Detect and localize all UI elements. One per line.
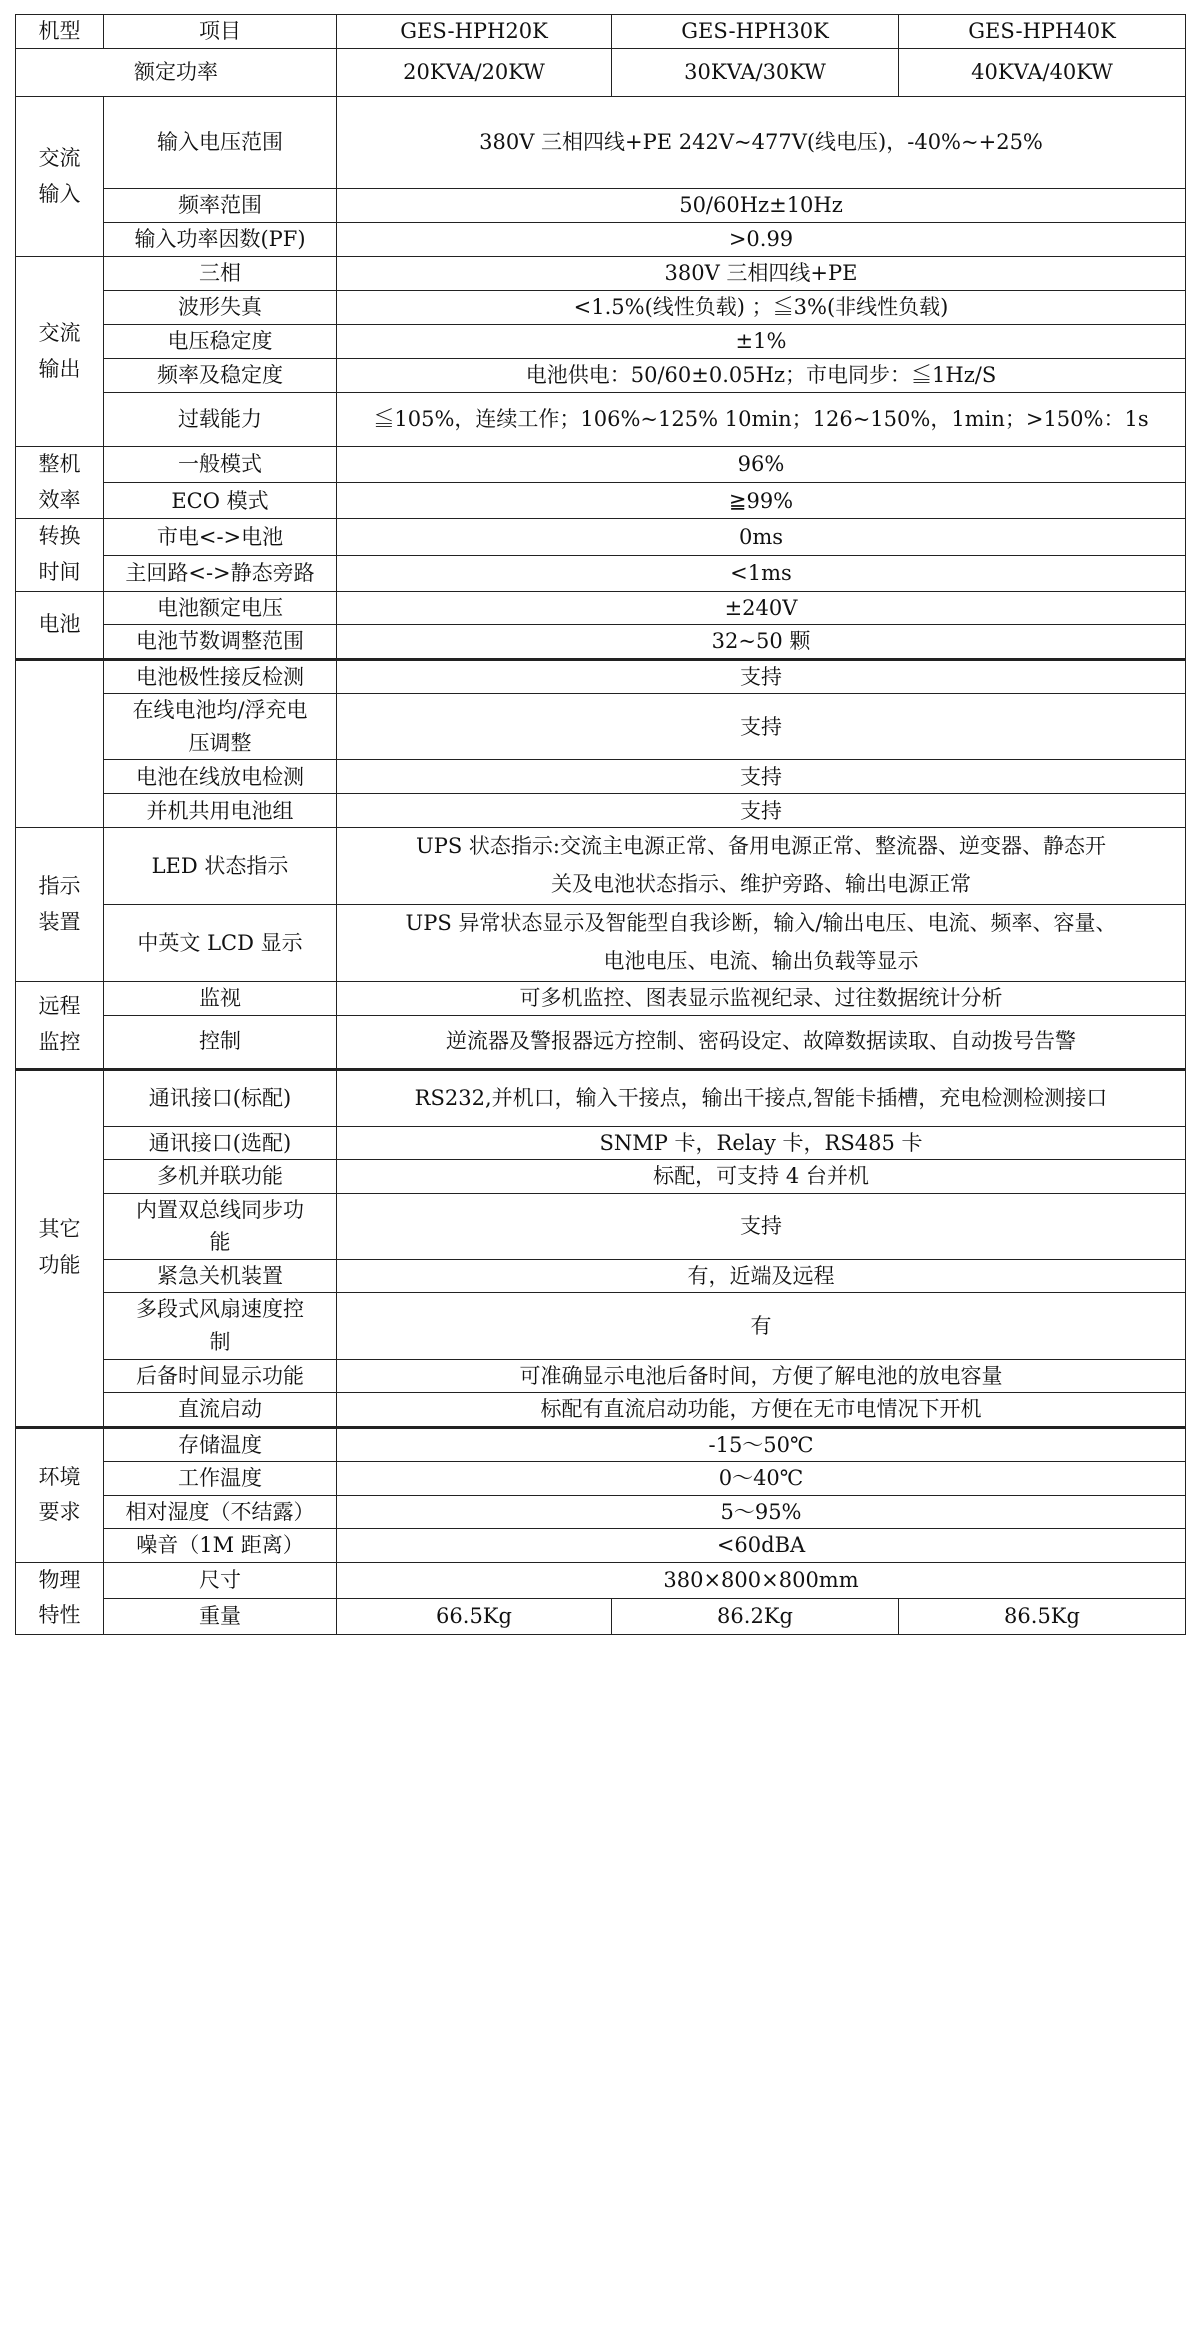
comm-std-label: 通讯接口(标配) xyxy=(104,1069,337,1126)
table-row xyxy=(16,189,1186,223)
storage-temp-label: 存储温度 xyxy=(104,1427,337,1462)
fan-label: 多段式风扇速度控 制 xyxy=(104,1293,337,1359)
eco-mode-value: ≧99% xyxy=(337,483,1186,519)
eco-mode-label: ECO 模式 xyxy=(104,483,337,519)
weight-20k: 66.5Kg xyxy=(337,1598,612,1634)
header-item-label: 项目 xyxy=(104,15,337,49)
rated-power-20k: 20KVA/20KW xyxy=(337,49,612,97)
header-row xyxy=(16,15,1186,49)
table-row xyxy=(16,694,1186,760)
distortion-value: <1.5%(线性负载) ；≦3%(非线性负载) xyxy=(337,291,1186,325)
table-row xyxy=(16,1562,1186,1598)
battery-count-value: 32~50 颗 xyxy=(337,625,1186,660)
humidity-label: 相对湿度（不结露） xyxy=(104,1495,337,1529)
table-row xyxy=(16,483,1186,519)
group-ac-output: 交流 输出 xyxy=(16,257,104,447)
header-model-label: 机型 xyxy=(16,15,104,49)
emergency-value: 有，近端及远程 xyxy=(337,1259,1186,1293)
rated-power-label: 额定功率 xyxy=(16,49,337,97)
table-row xyxy=(16,325,1186,359)
table-row xyxy=(16,760,1186,794)
led-value: UPS 状态指示:交流主电源正常、备用电源正常、整流器、逆变器、静态开 关及电池状态指示、维护旁路、输出电源正常 xyxy=(337,828,1186,905)
comm-opt-label: 通讯接口(选配) xyxy=(104,1126,337,1160)
group-ac-input: 交流 输入 xyxy=(16,97,104,257)
battery-voltage-value: ±240V xyxy=(337,591,1186,625)
table-row xyxy=(16,828,1186,905)
weight-label: 重量 xyxy=(104,1598,337,1634)
table-row xyxy=(16,1427,1186,1462)
table-row xyxy=(16,1495,1186,1529)
comm-std-value: RS232,并机口，输入干接点，输出干接点,智能卡插槽，充电检测检测接口 xyxy=(337,1069,1186,1126)
table-row xyxy=(16,1529,1186,1563)
control-value: 逆流器及警报器远方控制、密码设定、故障数据读取、自动拨号告警 xyxy=(337,1015,1186,1069)
dc-start-label: 直流启动 xyxy=(104,1393,337,1428)
freq-range-value: 50/60Hz±10Hz xyxy=(337,189,1186,223)
table-row xyxy=(16,625,1186,660)
table-row xyxy=(16,1160,1186,1194)
three-phase-label: 三相 xyxy=(104,257,337,291)
discharge-test-value: 支持 xyxy=(337,760,1186,794)
normal-mode-label: 一般模式 xyxy=(104,447,337,483)
group-environment: 环境 要求 xyxy=(16,1427,104,1562)
dual-bus-label: 内置双总线同步功 能 xyxy=(104,1193,337,1259)
monitor-label: 监视 xyxy=(104,981,337,1015)
fan-value: 有 xyxy=(337,1293,1186,1359)
polarity-value: 支持 xyxy=(337,659,1186,694)
table-row xyxy=(16,519,1186,555)
parallel-value: 标配，可支持 4 台并机 xyxy=(337,1160,1186,1194)
parallel-label: 多机并联功能 xyxy=(104,1160,337,1194)
emergency-label: 紧急关机装置 xyxy=(104,1259,337,1293)
input-voltage-value: 380V 三相四线+PE 242V~477V(线电压)，-40%~+25% xyxy=(337,97,1186,189)
freq-stability-value: 电池供电：50/60±0.05Hz；市电同步：≦1Hz/S xyxy=(337,359,1186,393)
table-row xyxy=(16,1598,1186,1634)
control-label: 控制 xyxy=(104,1015,337,1069)
lcd-value: UPS 异常状态显示及智能型自我诊断，输入/输出电压、电流、频率、容量、 电池电压、电流、输出负载等显示 xyxy=(337,905,1186,982)
group-battery: 电池 xyxy=(16,591,104,659)
table-row xyxy=(16,1462,1186,1496)
group-battery-features xyxy=(16,659,104,828)
group-physical: 物理 特性 xyxy=(16,1562,104,1634)
table-row xyxy=(16,393,1186,447)
discharge-test-label: 电池在线放电检测 xyxy=(104,760,337,794)
shared-battery-value: 支持 xyxy=(337,794,1186,828)
lcd-label: 中英文 LCD 显示 xyxy=(104,905,337,982)
table-row xyxy=(16,981,1186,1015)
input-pf-value: >0.99 xyxy=(337,223,1186,257)
table-row xyxy=(16,1359,1186,1393)
battery-voltage-label: 电池额定电压 xyxy=(104,591,337,625)
normal-mode-value: 96% xyxy=(337,447,1186,483)
size-label: 尺寸 xyxy=(104,1562,337,1598)
humidity-value: 5～95% xyxy=(337,1495,1186,1529)
input-pf-label: 输入功率因数(PF) xyxy=(104,223,337,257)
table-row xyxy=(16,1393,1186,1428)
table-row xyxy=(16,97,1186,189)
rated-power-row xyxy=(16,49,1186,97)
mains-battery-value: 0ms xyxy=(337,519,1186,555)
header-model-20k: GES-HPH20K xyxy=(337,15,612,49)
group-transfer-time: 转换 时间 xyxy=(16,519,104,591)
monitor-value: 可多机监控、图表显示监视纪录、过往数据统计分析 xyxy=(337,981,1186,1015)
backup-time-value: 可准确显示电池后备时间，方便了解电池的放电容量 xyxy=(337,1359,1186,1393)
backup-time-label: 后备时间显示功能 xyxy=(104,1359,337,1393)
header-model-30k: GES-HPH30K xyxy=(612,15,899,49)
table-row xyxy=(16,1259,1186,1293)
main-bypass-label: 主回路<->静态旁路 xyxy=(104,555,337,591)
table-row xyxy=(16,794,1186,828)
table-row xyxy=(16,257,1186,291)
table-row xyxy=(16,359,1186,393)
table-row xyxy=(16,905,1186,982)
overload-label: 过载能力 xyxy=(104,393,337,447)
table-row xyxy=(16,291,1186,325)
three-phase-value: 380V 三相四线+PE xyxy=(337,257,1186,291)
table-row xyxy=(16,591,1186,625)
table-row xyxy=(16,555,1186,591)
work-temp-label: 工作温度 xyxy=(104,1462,337,1496)
table-row xyxy=(16,447,1186,483)
main-bypass-value: <1ms xyxy=(337,555,1186,591)
table-row xyxy=(16,1193,1186,1259)
polarity-label: 电池极性接反检测 xyxy=(104,659,337,694)
noise-value: <60dBA xyxy=(337,1529,1186,1563)
rated-power-40k: 40KVA/40KW xyxy=(899,49,1186,97)
work-temp-value: 0～40℃ xyxy=(337,1462,1186,1496)
dc-start-value: 标配有直流启动功能，方便在无市电情况下开机 xyxy=(337,1393,1186,1428)
volt-stability-value: ±1% xyxy=(337,325,1186,359)
storage-temp-value: -15～50℃ xyxy=(337,1427,1186,1462)
table-row xyxy=(16,1293,1186,1359)
table-row xyxy=(16,1069,1186,1126)
freq-stability-label: 频率及稳定度 xyxy=(104,359,337,393)
group-remote: 远程 监控 xyxy=(16,981,104,1069)
rated-power-30k: 30KVA/30KW xyxy=(612,49,899,97)
size-value: 380×800×800mm xyxy=(337,1562,1186,1598)
header-model-40k: GES-HPH40K xyxy=(899,15,1186,49)
table-row xyxy=(16,1126,1186,1160)
table-row xyxy=(16,223,1186,257)
weight-40k: 86.5Kg xyxy=(899,1598,1186,1634)
volt-stability-label: 电压稳定度 xyxy=(104,325,337,359)
comm-opt-value: SNMP 卡，Relay 卡，RS485 卡 xyxy=(337,1126,1186,1160)
overload-value: ≦105%，连续工作；106%~125% 10min；126~150%，1min；>150%：1s xyxy=(337,393,1186,447)
group-efficiency: 整机 效率 xyxy=(16,447,104,519)
dual-bus-value: 支持 xyxy=(337,1193,1186,1259)
float-charge-label: 在线电池均/浮充电 压调整 xyxy=(104,694,337,760)
group-indicator: 指示 装置 xyxy=(16,828,104,981)
table-row xyxy=(16,659,1186,694)
table-row xyxy=(16,1015,1186,1069)
weight-30k: 86.2Kg xyxy=(612,1598,899,1634)
freq-range-label: 频率范围 xyxy=(104,189,337,223)
noise-label: 噪音（1M 距离） xyxy=(104,1529,337,1563)
spec-table xyxy=(15,14,1186,1635)
led-label: LED 状态指示 xyxy=(104,828,337,905)
mains-battery-label: 市电<->电池 xyxy=(104,519,337,555)
shared-battery-label: 并机共用电池组 xyxy=(104,794,337,828)
distortion-label: 波形失真 xyxy=(104,291,337,325)
float-charge-value: 支持 xyxy=(337,694,1186,760)
battery-count-label: 电池节数调整范围 xyxy=(104,625,337,660)
input-voltage-label: 输入电压范围 xyxy=(104,97,337,189)
group-other: 其它 功能 xyxy=(16,1069,104,1427)
